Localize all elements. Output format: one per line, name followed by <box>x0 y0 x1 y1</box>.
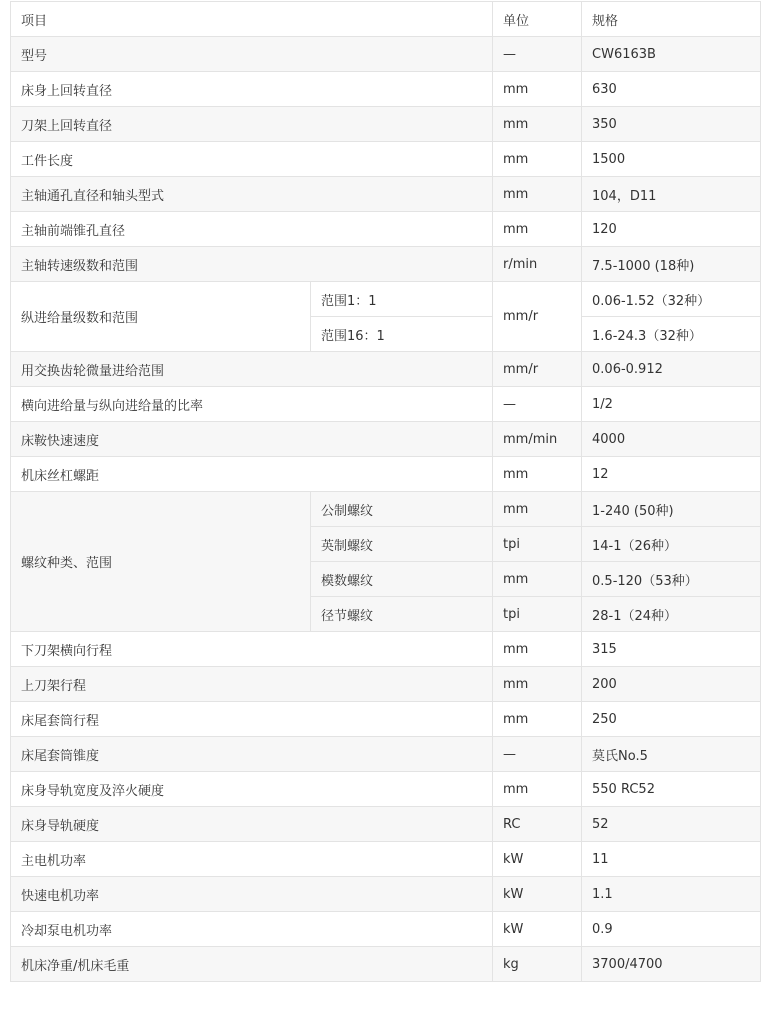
table-row <box>11 912 761 947</box>
row-spec: 莫氏No.5 <box>582 737 761 772</box>
table-row <box>11 877 761 912</box>
row-spec: 1.1 <box>582 877 761 912</box>
row-item: 机床丝杠螺距 <box>11 457 493 492</box>
row-unit: RC <box>493 807 582 842</box>
feed-sub-spec: 1.6-24.3（32种） <box>582 317 761 352</box>
thread-sub-unit: mm <box>493 562 582 597</box>
thread-sub-label: 径节螺纹 <box>311 597 493 632</box>
table-row <box>11 947 761 982</box>
row-spec: 104，D11 <box>582 177 761 212</box>
table-row <box>11 142 761 177</box>
feed-sub-label: 范围16：1 <box>311 317 493 352</box>
thread-sub-label: 模数螺纹 <box>311 562 493 597</box>
row-item: 主轴前端锥孔直径 <box>11 212 493 247</box>
feed-sub-spec: 0.06-1.52（32种） <box>582 282 761 317</box>
row-spec: 315 <box>582 632 761 667</box>
table-row <box>11 842 761 877</box>
row-spec: 3700/4700 <box>582 947 761 982</box>
table-row <box>11 422 761 457</box>
table-row <box>11 247 761 282</box>
row-unit: mm <box>493 457 582 492</box>
row-unit: — <box>493 737 582 772</box>
thread-sub-spec: 0.5-120（53种） <box>582 562 761 597</box>
row-item: 工件长度 <box>11 142 493 177</box>
thread-sub-label: 公制螺纹 <box>311 492 493 527</box>
thread-group-item: 螺纹种类、范围 <box>11 492 311 632</box>
row-item: 床尾套筒锥度 <box>11 737 493 772</box>
row-spec: 12 <box>582 457 761 492</box>
feed-sub-label: 范围1：1 <box>311 282 493 317</box>
row-item: 下刀架横向行程 <box>11 632 493 667</box>
row-unit: mm <box>493 107 582 142</box>
table-row <box>11 807 761 842</box>
row-item: 上刀架行程 <box>11 667 493 702</box>
row-spec: 11 <box>582 842 761 877</box>
row-item: 主轴通孔直径和轴头型式 <box>11 177 493 212</box>
table-row <box>11 702 761 737</box>
row-item: 刀架上回转直径 <box>11 107 493 142</box>
row-unit: kg <box>493 947 582 982</box>
row-spec: 7.5-1000 (18种) <box>582 247 761 282</box>
row-item: 床身导轨硬度 <box>11 807 493 842</box>
row-spec: 52 <box>582 807 761 842</box>
row-unit: mm <box>493 702 582 737</box>
row-spec: 250 <box>582 702 761 737</box>
row-spec: 1/2 <box>582 387 761 422</box>
table-row <box>11 72 761 107</box>
table-row <box>11 107 761 142</box>
thread-sub-spec: 28-1（24种） <box>582 597 761 632</box>
table-row <box>11 37 761 72</box>
table-row <box>11 737 761 772</box>
row-item: 床尾套筒行程 <box>11 702 493 737</box>
table-row-thread-1 <box>11 492 761 527</box>
thread-sub-label: 英制螺纹 <box>311 527 493 562</box>
row-spec: 0.06-0.912 <box>582 352 761 387</box>
row-spec: 1500 <box>582 142 761 177</box>
row-spec: CW6163B <box>582 37 761 72</box>
row-item: 床鞍快速速度 <box>11 422 493 457</box>
row-item: 用交换齿轮微量进给范围 <box>11 352 493 387</box>
row-unit: mm <box>493 72 582 107</box>
row-item: 主轴转速级数和范围 <box>11 247 493 282</box>
thread-sub-unit: mm <box>493 492 582 527</box>
row-unit: r/min <box>493 247 582 282</box>
row-unit: — <box>493 37 582 72</box>
table-row-feed-1 <box>11 282 761 317</box>
header-spec: 规格 <box>582 2 761 37</box>
row-spec: 0.9 <box>582 912 761 947</box>
row-item: 快速电机功率 <box>11 877 493 912</box>
row-unit: mm <box>493 177 582 212</box>
feed-group-item: 纵进给量级数和范围 <box>11 282 311 352</box>
row-item: 床身导轨宽度及淬火硬度 <box>11 772 493 807</box>
row-item: 型号 <box>11 37 493 72</box>
row-unit: kW <box>493 877 582 912</box>
table-header-row <box>11 2 761 37</box>
row-spec: 630 <box>582 72 761 107</box>
row-unit: — <box>493 387 582 422</box>
header-unit: 单位 <box>493 2 582 37</box>
table-row <box>11 177 761 212</box>
row-spec: 550 RC52 <box>582 772 761 807</box>
row-item: 床身上回转直径 <box>11 72 493 107</box>
row-spec: 4000 <box>582 422 761 457</box>
row-spec: 200 <box>582 667 761 702</box>
feed-group-unit: mm/r <box>493 282 582 352</box>
thread-sub-spec: 14-1（26种） <box>582 527 761 562</box>
row-spec: 350 <box>582 107 761 142</box>
row-unit: mm/min <box>493 422 582 457</box>
row-unit: kW <box>493 842 582 877</box>
row-unit: mm <box>493 632 582 667</box>
table-row <box>11 772 761 807</box>
row-item: 冷却泵电机功率 <box>11 912 493 947</box>
table-row <box>11 457 761 492</box>
row-spec: 120 <box>582 212 761 247</box>
header-item: 项目 <box>11 2 493 37</box>
row-item: 机床净重/机床毛重 <box>11 947 493 982</box>
table-row <box>11 352 761 387</box>
row-unit: mm <box>493 142 582 177</box>
spec-table <box>10 1 761 982</box>
thread-sub-unit: tpi <box>493 597 582 632</box>
row-item: 横向进给量与纵向进给量的比率 <box>11 387 493 422</box>
thread-sub-unit: tpi <box>493 527 582 562</box>
table-row <box>11 632 761 667</box>
row-unit: kW <box>493 912 582 947</box>
table-row <box>11 212 761 247</box>
row-item: 主电机功率 <box>11 842 493 877</box>
row-unit: mm <box>493 772 582 807</box>
table-row <box>11 387 761 422</box>
thread-sub-spec: 1-240 (50种) <box>582 492 761 527</box>
row-unit: mm <box>493 212 582 247</box>
row-unit: mm <box>493 667 582 702</box>
table-row <box>11 667 761 702</box>
row-unit: mm/r <box>493 352 582 387</box>
